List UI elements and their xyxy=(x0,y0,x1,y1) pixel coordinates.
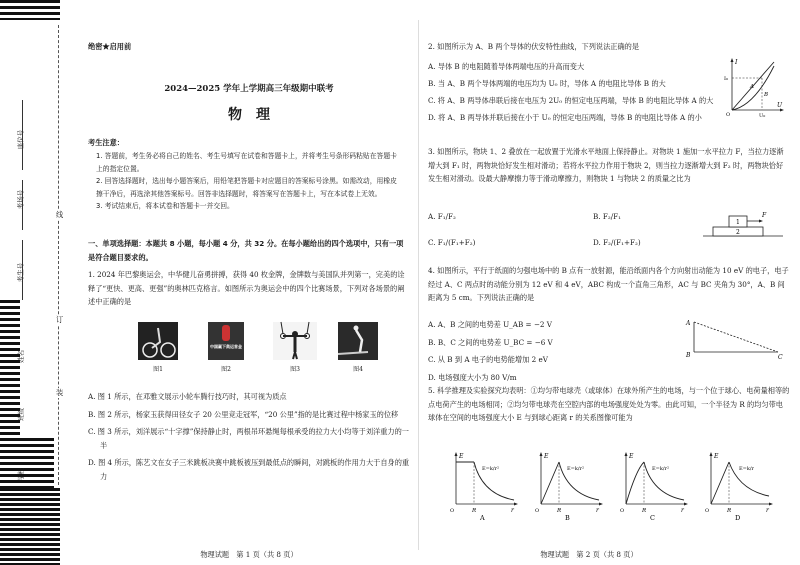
q5a-formula: E=k/r² xyxy=(482,466,499,472)
q5-stem: 5. 科学推理及实验探究均表明：①均匀带电球壳（或球体）在球外所产生的电场，与一个位于球心、电荷量相等的点电荷产生的电场相同；②均匀带电球壳在空腔内部的电场强度处处为零。由此可知，一个半径为 R 的均匀带电球体在空间的电场强度大小 E 与到球心距离 r 的关系图像可能为 xyxy=(428,386,790,422)
stub-bars xyxy=(0,438,54,488)
q2-y-axis-label: I xyxy=(735,59,738,66)
page-1 xyxy=(88,0,410,565)
label-candidate-number: 考生号 xyxy=(16,262,25,283)
label-room-number: 考场号 xyxy=(16,189,25,210)
q2-option-c: C. 将 A、B 两导体串联后接在电压为 2U₀ 的恒定电压两端，导体 B 的电阻比导体 A 的大 xyxy=(428,96,714,105)
q5a-option-label: A xyxy=(480,514,485,522)
q5b-formula: E=k/r² xyxy=(567,466,584,472)
q1-stem: 1. 2024 年巴黎奥运会，中华健儿奋勇拼搏，获得 40 枚金牌，金牌数与美国队并列第一，完美的诠释了“更快、更高、更强”的奥林匹克格言。如图所示为奥运会中的四个比赛场景，下列对各场景的阐述中正确的是 xyxy=(88,270,405,306)
q4-point-c: C xyxy=(778,354,783,361)
q5-graph-b xyxy=(533,450,603,520)
q2-option-b: B. 当 A、B 两个导体两端的电压均为 U₀ 时，导体 A 的电阻比导体 B 的大 xyxy=(428,79,666,88)
q5c-e-label: E xyxy=(629,453,634,460)
q4-option-d: D. 电场强度大小为 80 V/m xyxy=(428,372,517,382)
q4-triangle-figure xyxy=(684,316,784,360)
q5d-formula: E=k/r xyxy=(739,466,754,472)
binding-strip xyxy=(0,0,62,565)
q5c-option-label: C xyxy=(650,514,655,522)
label-class: 班级 xyxy=(17,408,25,421)
page-1-footer: 物理试题 第 1 页（共 8 页） xyxy=(200,550,298,559)
alignment-mark-bottom xyxy=(0,488,60,565)
q1-option-b: B. 图 2 所示，杨家玉获得田径女子 20 公里竞走冠军，“20 公里”指的是比赛过程中杨家玉的位移 xyxy=(88,409,399,419)
q3-option-c: C. F₁/(F₁+F₂) xyxy=(428,238,476,247)
fig2-text: 中国赢下奥运首金 xyxy=(210,344,242,349)
q2-x-axis-label: U xyxy=(777,102,783,109)
q5d-option-label: D xyxy=(735,514,741,522)
q3-option-d: D. F₂/(F₁+F₂) xyxy=(593,238,641,247)
q3-options xyxy=(428,212,678,260)
q4-options xyxy=(428,318,678,384)
q5-graph-a xyxy=(448,450,518,520)
mark-ding: 订 xyxy=(56,315,64,324)
q5-graph-c xyxy=(618,450,688,520)
fig3-caption: 图3 xyxy=(290,366,300,373)
q1-figures xyxy=(138,322,408,382)
q1-option-a: A. 图 1 所示，在邓雅文展示小轮车腾行技巧时，其可视为质点 xyxy=(88,392,287,401)
q5b-r-label: r xyxy=(596,507,599,514)
q5a-o-label: O xyxy=(450,508,455,514)
q5c-r-mark: R xyxy=(642,508,647,514)
q2-curve-a-label: A xyxy=(750,84,754,90)
notice-title: 考生注意： xyxy=(88,138,124,147)
q2-option-d: D. 将 A、B 两导体并联后接在小于 U₀ 的恒定电压两端，导体 B 的电阻比导体 A 的小 xyxy=(428,113,702,122)
q3-block-2-label: 2 xyxy=(736,229,740,236)
q2-options xyxy=(428,60,718,124)
q4-stem: 4. 如图所示，平行于纸面的匀强电场中的 B 点有一放射源，能沿纸面内各个方向射出动能为 10 eV 的电子，电子经过 A、C 两点时的动能分别为 12 eV 和 4 eV，ABC 构成一个直角三角形，AC 与 BC 夹角为 30°，A、B 间距离为 5 cm。下列说法正确的是 xyxy=(428,266,789,302)
q5b-o-label: O xyxy=(535,508,540,514)
q4-point-a: A xyxy=(686,320,691,327)
q4-point-b: B xyxy=(686,352,691,359)
q2-curve-b-label: B xyxy=(764,92,769,98)
q3-blocks-figure xyxy=(703,208,783,238)
binding-line xyxy=(58,25,59,485)
secret-mark: 绝密★启用前 xyxy=(88,42,132,51)
photo-race-walk xyxy=(208,322,244,360)
q2-iv-graph xyxy=(724,56,784,119)
label-name: 姓名 xyxy=(17,350,25,363)
notice-item: 3. 考试结束后，将本试卷和答题卡一并交回。 xyxy=(96,202,234,210)
section-1-heading: 一、单项选择题：本题共 8 小题，每小题 4 分，共 32 分。在每小题给出的四个选项中，只有一项是符合题目要求的。 xyxy=(88,239,404,262)
label-school: 学校 xyxy=(17,468,25,481)
label-seat-number: 座位号 xyxy=(16,129,25,150)
q5c-formula: E=k/r² xyxy=(652,466,669,472)
q5a-r-mark: R xyxy=(472,508,477,514)
q2-origin-label: O xyxy=(726,112,731,118)
q4-option-a: A. A、B 之间的电势差 U_AB = −2 V xyxy=(428,320,552,329)
page-2 xyxy=(428,0,790,565)
subject-title: 物 理 xyxy=(228,107,270,123)
q5-graph-d xyxy=(703,450,773,520)
fig4-caption: 图4 xyxy=(353,366,363,373)
q3-stem: 3. 如图所示，物块 1、2 叠放在一起放置于光滑水平地面上保持静止。对物块 1 施加一水平拉力 F，当拉力逐渐增大到 F₁ 时，两物块恰好发生相对滑动；若将水平拉力作用于物块 2，则当拉力逐渐增大到 F₂ 时，两物块恰好发生相对滑动。设最大静摩擦力等于滑动摩擦力，则物块 1 与物块 2 的质量之比为 xyxy=(428,147,784,183)
q5-graphs xyxy=(448,450,788,520)
photo-rings xyxy=(273,322,317,360)
q5d-r-label: r xyxy=(766,507,769,514)
q5b-r-mark: R xyxy=(557,508,562,514)
q4-option-b: B. B、C 之间的电势差 U_BC = −6 V xyxy=(428,337,553,347)
page-divider xyxy=(418,20,419,550)
q2-i0-label: I₀ xyxy=(724,76,728,82)
mark-zhuang: 装 xyxy=(56,388,64,397)
fig2-caption: 图2 xyxy=(221,366,231,373)
q1-option-d: D. 图 4 所示，陈艺文在女子三米跳板决赛中跳板被压到最低点的瞬间，对跳板的作用力大于自身的重力 xyxy=(88,458,410,481)
photo-diving xyxy=(338,322,378,360)
mark-line: 线 xyxy=(56,210,64,219)
notice-list xyxy=(96,150,402,213)
q3-option-a: A. F₁/F₂ xyxy=(428,212,456,221)
q2-stem: 2. 如图所示为 A、B 两个导体的伏安特性曲线，下列说法正确的是 xyxy=(428,42,640,51)
q5d-e-label: E xyxy=(714,453,719,460)
q3-option-b: B. F₂/F₁ xyxy=(593,212,622,221)
alignment-mark-top xyxy=(0,0,60,20)
q5d-o-label: O xyxy=(705,508,710,514)
q1-option-c: C. 图 3 所示，刘洋展示“十字撑”保持静止时，两根吊环悬绳每根承受的拉力大小均等于刘洋重力的一半 xyxy=(88,427,409,450)
q2-u0-label: U₀ xyxy=(759,113,766,119)
fig1-caption: 图1 xyxy=(153,366,163,373)
photo-bmx xyxy=(138,322,178,360)
notice-item: 2. 回答选择题时，选出每小题答案后，用铅笔把答题卡对应题目的答案标号涂黑。如需改动，用橡皮擦干净后，再选涂其他答案标号。回答非选择题时，将答案写在答题卡上，写在本试卷上无效。 xyxy=(96,177,397,198)
q1-options xyxy=(88,390,410,483)
q3-block-1-label: 1 xyxy=(736,219,740,226)
q5d-r-mark: R xyxy=(727,508,732,514)
q5c-o-label: O xyxy=(620,508,625,514)
exam-title: 2024—2025 学年上学期高三年级期中联考 xyxy=(164,84,334,94)
q5c-r-label: r xyxy=(681,507,684,514)
q5a-r-label: r xyxy=(511,507,514,514)
page-2-footer: 物理试题 第 2 页（共 8 页） xyxy=(540,550,638,559)
q5a-e-label: E xyxy=(459,453,464,460)
q5b-option-label: B xyxy=(565,514,570,522)
q4-option-c: C. 从 B 到 A 电子的电势能增加 2 eV xyxy=(428,355,548,364)
q5b-e-label: E xyxy=(544,453,549,460)
q3-force-label: F xyxy=(762,212,767,219)
q2-option-a: A. 导体 B 的电阻随着导体两端电压的升高而变大 xyxy=(428,62,585,71)
notice-item: 1. 答题前，考生务必将自己的姓名、考生号填写在试卷和答题卡上，并将考生号条形码粘贴在答题卡上的指定位置。 xyxy=(96,152,397,173)
